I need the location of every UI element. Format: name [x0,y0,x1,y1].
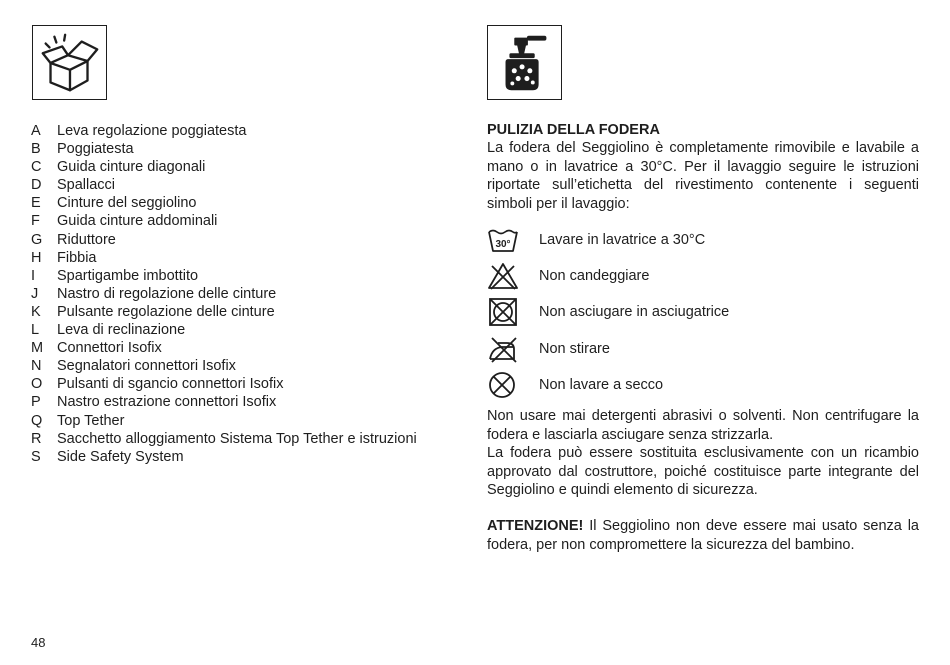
part-label: Poggiatesta [57,141,134,158]
care-row [487,294,919,330]
list-item [31,176,451,194]
part-label: Pulsanti di sgancio connettori Isofix [57,376,284,393]
part-label: Nastro di regolazione delle cinture [57,285,277,302]
list-item [31,375,451,393]
part-label: Sacchetto alloggiamento Sistema Top Tether e istruzioni [57,430,417,447]
care-label: Lavare in lavatrice a 30°C [539,232,706,249]
care-label: Non stirare [539,340,610,357]
part-letter: A [31,123,41,139]
part-letter: M [31,340,44,357]
section-heading: PULIZIA DELLA FODERA [487,122,660,138]
part-letter: L [31,322,40,339]
list-item [31,285,451,303]
part-letter: K [31,303,41,320]
list-item [31,140,451,158]
care-label: Non lavare a secco [539,376,664,393]
attention-paragraph [487,517,919,554]
open-box-icon [32,25,107,100]
care-warnings [487,407,919,500]
part-label: Connettori Isofix [57,340,162,357]
list-item [31,448,451,466]
part-letter: S [31,448,41,465]
care-row [487,222,919,258]
care-symbols-list [487,222,919,403]
wash-30-icon [487,225,519,255]
part-letter: O [31,376,43,393]
part-letter: C [31,159,42,176]
no-bleach-icon [487,261,519,291]
part-letter: D [31,177,42,194]
attention-label: ATTENZIONE! [487,518,584,534]
part-label: Leva regolazione poggiatesta [57,123,247,139]
part-label: Segnalatori connettori Isofix [57,358,236,375]
attention-text: Il Seggiolino non deve essere mai usato senza la fodera, per non compromettere la sicurezza del bambino. [487,518,919,553]
list-item [31,357,451,375]
list-item [31,249,451,267]
no-iron-icon [487,334,519,364]
part-label: Pulsante regolazione delle cinture [57,303,275,320]
list-item [31,430,451,448]
part-letter: E [31,195,41,212]
part-letter: G [31,231,43,248]
page-number: 48 [31,635,46,650]
part-label: Side Safety System [57,448,184,465]
list-item [31,412,451,430]
list-item [31,321,451,339]
part-label: Cinture del seggiolino [57,195,197,212]
part-label: Top Tether [57,412,125,429]
list-item [31,212,451,230]
care-row [487,367,919,403]
part-letter: F [31,213,40,230]
list-item [31,303,451,321]
list-item [31,231,451,249]
part-letter: H [31,249,42,266]
part-letter: R [31,430,42,447]
list-item [31,158,451,176]
part-letter: I [31,267,36,284]
detergent-jar-icon [487,25,562,100]
list-item [31,267,451,285]
part-label: Nastro estrazione connettori Isofix [57,394,277,411]
list-item [31,122,451,140]
list-item [31,393,451,411]
part-label: Fibbia [57,249,97,266]
part-label: Guida cinture diagonali [57,159,206,176]
no-dry-clean-icon [487,370,519,400]
part-label: Leva di reclinazione [57,322,186,339]
warning-paragraph: La fodera può essere sostituita esclusivamente con un ricambio approvato dal costruttore, poiché costituisce parte integrante del Seggiolino e quindi elemento di sicurezza. [487,445,919,498]
part-letter: B [31,141,41,158]
part-letter: P [31,394,41,411]
wash-temperature-label: 30° [495,239,511,251]
care-row [487,331,919,367]
list-item [31,339,451,357]
parts-list [31,122,451,466]
list-item [31,194,451,212]
care-label: Non candeggiare [539,268,650,285]
part-label: Guida cinture addominali [57,213,218,230]
care-label: Non asciugare in asciugatrice [539,304,730,321]
part-letter: N [31,358,42,375]
part-label: Spartigambe imbottito [57,267,199,284]
part-label: Riduttore [57,231,116,248]
no-tumble-dry-icon [487,297,519,327]
part-letter: Q [31,412,43,429]
warning-paragraph: Non usare mai detergenti abrasivi o solventi. Non centrifugare la fodera e lasciarla asciugare senza strizzarla. [487,408,919,443]
part-label: Spallacci [57,177,116,194]
part-letter: J [31,285,39,302]
care-row [487,258,919,294]
intro-paragraph: La fodera del Seggiolino è completamente rimovibile e lavabile a mano o in lavatrice a 30°C. Per il lavaggio seguire le istruzioni riportate sull’etichetta del rivestimento contenente i seguenti simboli per il lavaggio: [487,140,919,212]
